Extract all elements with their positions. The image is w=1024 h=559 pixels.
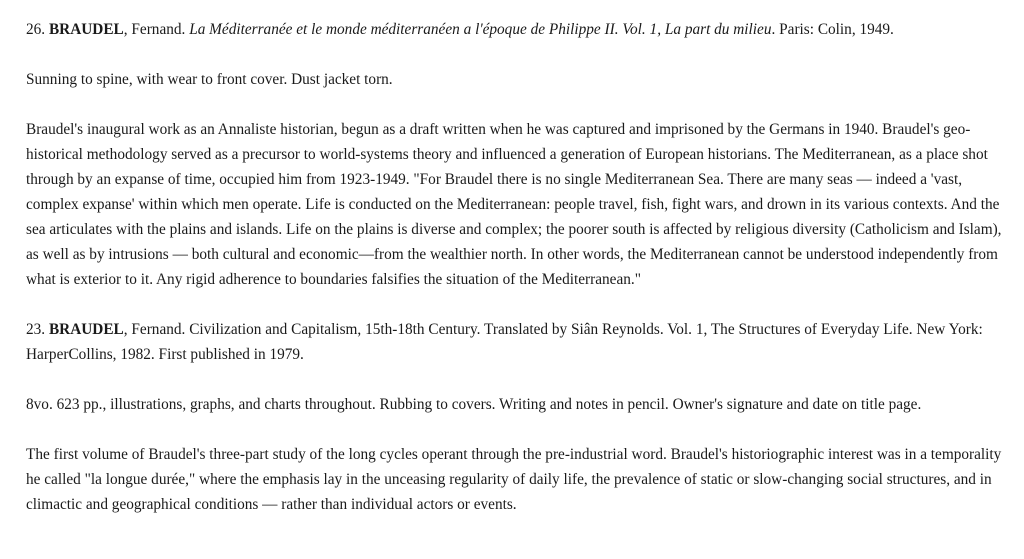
author-first-name: , Fernand.	[123, 21, 190, 38]
description: Braudel's inaugural work as an Annaliste historian, begun as a draft written when he was captured and imprisoned by the Germans in 1940. Braudel's geo-historical methodology served as a precursor to world-systems theory and influenced a generation of European historians. The Mediterranean, as a place shot through by an expanse of time, occupied him from 1923-1949. "For Braudel there is no single Mediterranean Sea. There are many seas — indeed a 'vast, complex expanse' within which men operate. Life is conducted on the Mediterranean: people travel, fish, fight wars, and drown in its various contexts. And the sea articulates with the plains and islands. Life on the plains is diverse and complex; the poorer south is affected by religious diversity (Catholicism and Islam), as well as by intrusions — both cultural and economic—from the wealthier north. In other words, the Mediterranean cannot be understood independently from what is exterior to it. Any rigid adherence to boundaries falsifies the situation of the Mediterranean."	[26, 121, 1002, 288]
citation	[26, 17, 1006, 42]
citation	[26, 317, 1006, 367]
catalog-page	[26, 17, 1006, 542]
author-last-name: BRAUDEL	[48, 21, 124, 38]
catalog-entry-23	[26, 317, 1006, 517]
book-title: La Méditerranée et le monde méditerranéen a l'époque de Philippe II. Vol. 1, La part du milieu	[189, 21, 772, 38]
book-title: Civilization and Capitalism, 15th-18th Century. Translated by Siân Reynolds. Vol. 1, The Structures of Everyday Life	[189, 321, 909, 338]
author-first-name: , Fernand.	[123, 321, 190, 338]
description: The first volume of Braudel's three-part study of the long cycles operant through the pre-industrial word. Braudel's historiographic interest was in a temporality he called "la longue durée," where the emphasis lay in the unceasing regularity of daily life, the prevalence of static or slow-changing social structures, and in climactic and geographical conditions — rather than individual actors or events.	[26, 446, 1002, 513]
publication-info: . Paris: Colin, 1949.	[771, 21, 894, 38]
publication-info: . New York: HarperCollins, 1982. First published in 1979.	[26, 321, 983, 363]
condition-note: Sunning to spine, with wear to front cover. Dust jacket torn.	[26, 71, 393, 88]
catalog-entry-26	[26, 17, 1006, 292]
author-last-name: BRAUDEL	[48, 321, 124, 338]
entry-number: 26.	[26, 21, 46, 38]
condition-note: 8vo. 623 pp., illustrations, graphs, and charts throughout. Rubbing to covers. Writing and notes in pencil. Owner's signature and date on title page.	[26, 396, 922, 413]
entry-number: 23.	[26, 321, 46, 338]
